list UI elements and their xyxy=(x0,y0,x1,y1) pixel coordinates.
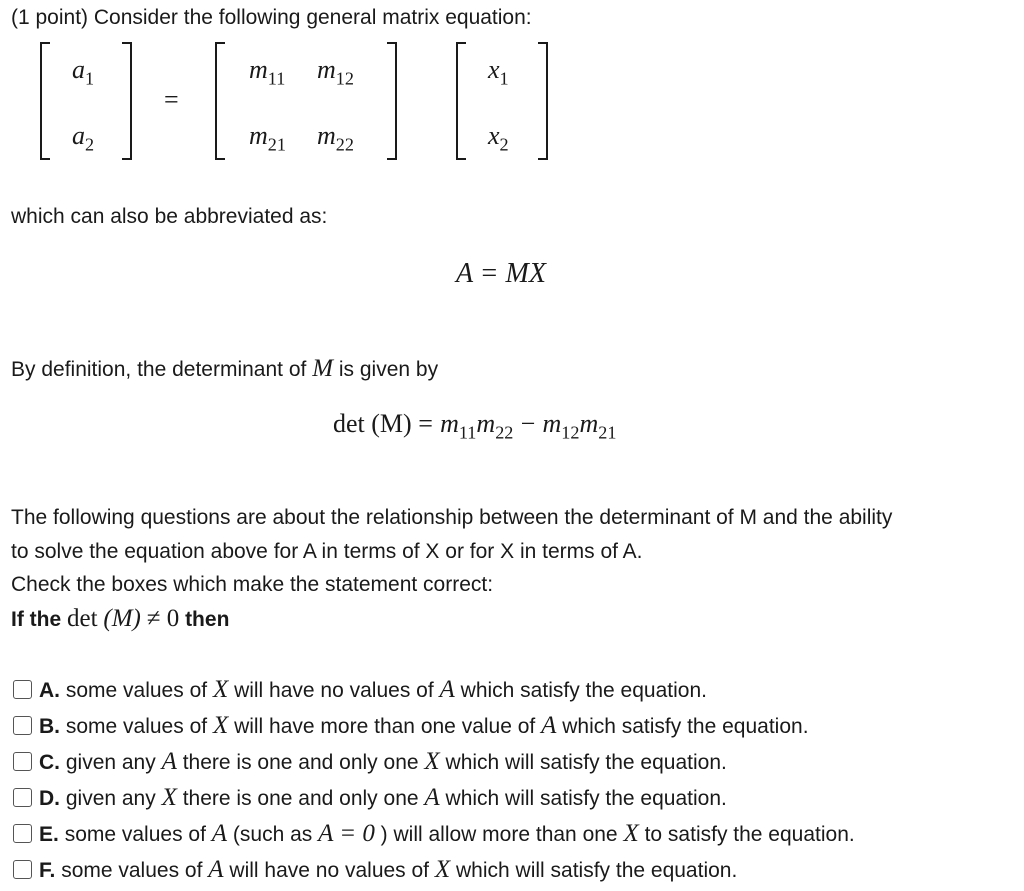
option-f[interactable]: F. some values of A will have no values of X which will satisfy the equation. xyxy=(39,856,738,883)
entry-a2: $a_2$ xyxy=(72,121,95,155)
abbrev-equation: A = MX xyxy=(456,258,546,289)
entry-m12: $m_{12}$ xyxy=(317,55,354,89)
option-a[interactable]: A. some values of X will have no values of A which satisfy the equation. xyxy=(39,676,707,703)
entry-a1: $a_1$ xyxy=(72,55,95,89)
det-formula: $\det (M) = m_{11}m_{22} - m_{12}m_{21}$ xyxy=(333,409,617,443)
intro-text: (1 point) Consider the following general matrix equation: xyxy=(11,6,532,29)
entry-m21: $m_{21}$ xyxy=(249,121,286,155)
checkbox-f[interactable] xyxy=(13,860,32,879)
checkbox-a[interactable] xyxy=(13,680,32,699)
entry-x1: $x_1$ xyxy=(488,55,509,89)
para-line-2: to solve the equation above for A in terms of X or for X in terms of A. xyxy=(11,540,643,563)
option-d[interactable]: D. given any X there is one and only one A which will satisfy the equation. xyxy=(39,784,727,811)
option-e[interactable]: E. some values of A (such as A = 0 ) will allow more than one X to satisfy the equation. xyxy=(39,820,855,847)
para-line-1: The following questions are about the relationship between the determinant of M and the ability xyxy=(11,506,893,529)
equals-sign: = xyxy=(164,85,179,114)
det-definition: By definition, the determinant of M is given by xyxy=(11,355,439,382)
entry-m11: $m_{11}$ xyxy=(249,55,286,89)
entry-x2: $x_2$ xyxy=(488,121,509,155)
option-b[interactable]: B. some values of X will have more than one value of A which satisfy the equation. xyxy=(39,712,809,739)
bracket-left-m xyxy=(215,42,225,160)
checkbox-d[interactable] xyxy=(13,788,32,807)
check-instruction: Check the boxes which make the statement correct: xyxy=(11,573,494,596)
bracket-right-x xyxy=(538,42,548,160)
bracket-left-a xyxy=(40,42,50,160)
bracket-left-x xyxy=(456,42,466,160)
abbrev-text: which can also be abbreviated as: xyxy=(11,205,328,228)
bracket-right-a xyxy=(122,42,132,160)
bracket-right-m xyxy=(387,42,397,160)
entry-m22: $m_{22}$ xyxy=(317,121,354,155)
checkbox-b[interactable] xyxy=(13,716,32,735)
condition-line: If the det (M) ≠ 0 then xyxy=(11,605,230,632)
checkbox-c[interactable] xyxy=(13,752,32,771)
checkbox-e[interactable] xyxy=(13,824,32,843)
option-c[interactable]: C. given any A there is one and only one X which will satisfy the equation. xyxy=(39,748,727,775)
